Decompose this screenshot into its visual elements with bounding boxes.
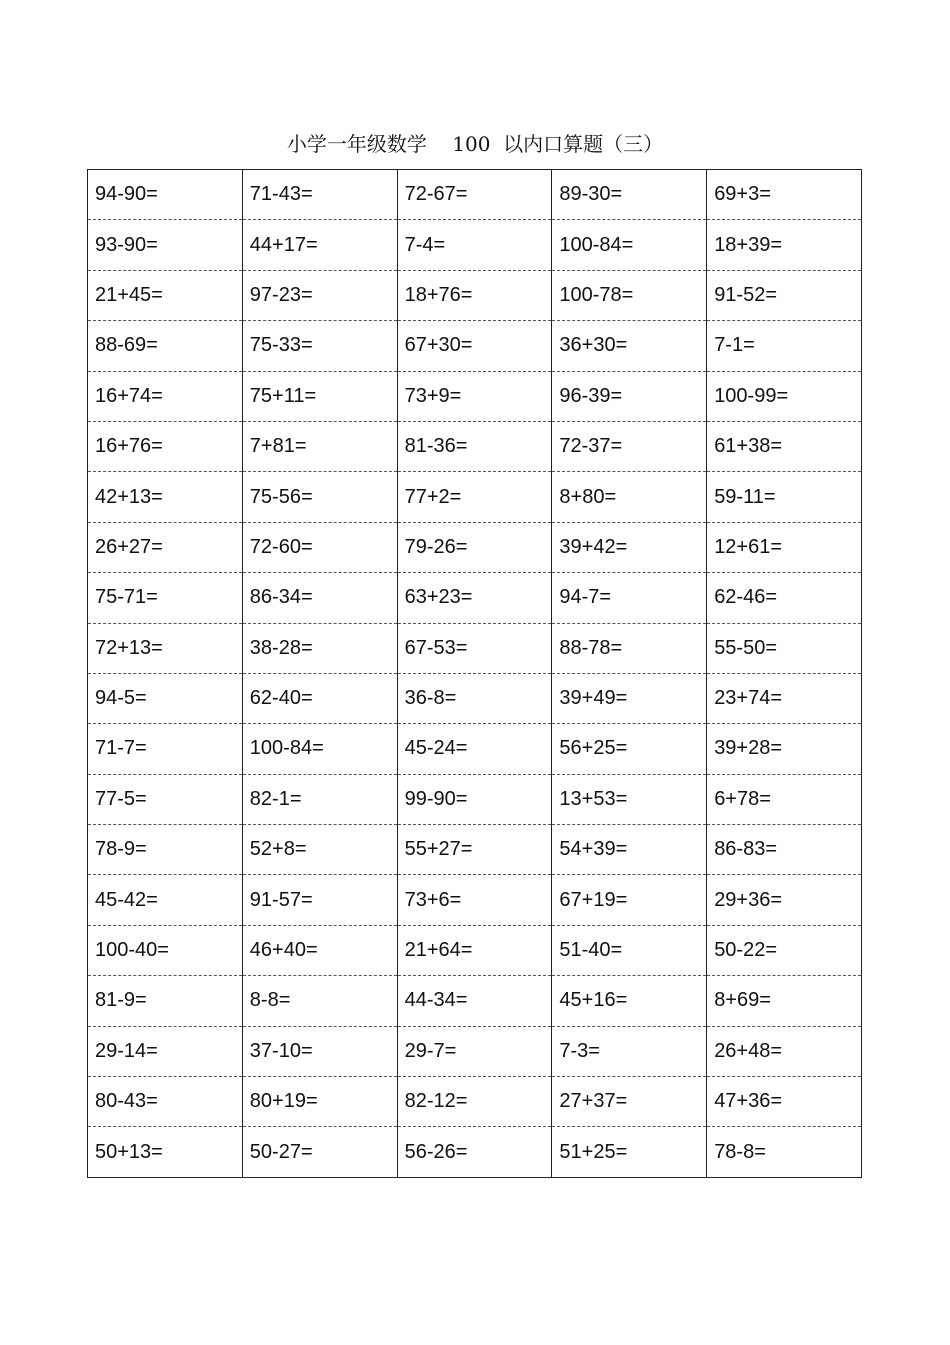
problem-cell: 16+76= (88, 421, 243, 471)
problem-cell: 50+13= (88, 1127, 243, 1177)
problem-cell: 77+2= (397, 472, 552, 522)
problem-cell: 93-90= (88, 220, 243, 270)
problem-cell: 97-23= (242, 270, 397, 320)
problem-cell: 45+16= (552, 976, 707, 1026)
problem-cell: 96-39= (552, 371, 707, 421)
problem-cell: 23+74= (707, 673, 862, 723)
problem-cell: 91-52= (707, 270, 862, 320)
problem-cell: 36-8= (397, 673, 552, 723)
problem-cell: 86-83= (707, 825, 862, 875)
problem-cell: 81-9= (88, 976, 243, 1026)
problem-cell: 94-5= (88, 673, 243, 723)
problem-cell: 100-84= (242, 724, 397, 774)
problem-cell: 91-57= (242, 875, 397, 925)
problem-cell: 73+9= (397, 371, 552, 421)
table-row (88, 472, 862, 522)
table-row (88, 371, 862, 421)
table-row (88, 170, 862, 220)
problem-cell: 94-7= (552, 573, 707, 623)
problem-cell: 8+80= (552, 472, 707, 522)
problem-cell: 67+30= (397, 321, 552, 371)
problem-cell: 39+49= (552, 673, 707, 723)
problem-cell: 55+27= (397, 825, 552, 875)
problem-cell: 44-34= (397, 976, 552, 1026)
table-row (88, 724, 862, 774)
problem-cell: 75-71= (88, 573, 243, 623)
problem-table-body (88, 170, 862, 1178)
problem-cell: 72-67= (397, 170, 552, 220)
problem-cell: 29+36= (707, 875, 862, 925)
table-row (88, 522, 862, 572)
problem-cell: 73+6= (397, 875, 552, 925)
problem-cell: 39+42= (552, 522, 707, 572)
problem-cell: 12+61= (707, 522, 862, 572)
problem-cell: 45-24= (397, 724, 552, 774)
table-row (88, 573, 862, 623)
problem-cell: 7+81= (242, 421, 397, 471)
problem-cell: 77-5= (88, 774, 243, 824)
problem-cell: 100-40= (88, 925, 243, 975)
problem-cell: 50-27= (242, 1127, 397, 1177)
table-row (88, 220, 862, 270)
problem-cell: 45-42= (88, 875, 243, 925)
problem-cell: 36+30= (552, 321, 707, 371)
table-row (88, 925, 862, 975)
problem-cell: 50-22= (707, 925, 862, 975)
problem-cell: 78-8= (707, 1127, 862, 1177)
problem-cell: 100-84= (552, 220, 707, 270)
table-row (88, 421, 862, 471)
table-row (88, 321, 862, 371)
problem-cell: 67+19= (552, 875, 707, 925)
problem-cell: 21+64= (397, 925, 552, 975)
problem-cell: 16+74= (88, 371, 243, 421)
problem-cell: 56-26= (397, 1127, 552, 1177)
problem-cell: 100-99= (707, 371, 862, 421)
table-row (88, 1077, 862, 1127)
problem-cell: 59-11= (707, 472, 862, 522)
problem-cell: 52+8= (242, 825, 397, 875)
problem-cell: 72-37= (552, 421, 707, 471)
problem-cell: 39+28= (707, 724, 862, 774)
problem-cell: 6+78= (707, 774, 862, 824)
problem-cell: 7-4= (397, 220, 552, 270)
problem-cell: 18+76= (397, 270, 552, 320)
problem-cell: 46+40= (242, 925, 397, 975)
problem-cell: 51+25= (552, 1127, 707, 1177)
problem-cell: 82-1= (242, 774, 397, 824)
problem-cell: 55-50= (707, 623, 862, 673)
table-row (88, 976, 862, 1026)
problem-cell: 82-12= (397, 1077, 552, 1127)
problem-cell: 26+48= (707, 1026, 862, 1076)
problem-cell: 29-7= (397, 1026, 552, 1076)
problem-cell: 80-43= (88, 1077, 243, 1127)
problem-cell: 44+17= (242, 220, 397, 270)
problem-cell: 75-33= (242, 321, 397, 371)
problem-cell: 72-60= (242, 522, 397, 572)
problem-cell: 62-46= (707, 573, 862, 623)
problem-cell: 79-26= (397, 522, 552, 572)
table-row (88, 774, 862, 824)
problem-cell: 69+3= (707, 170, 862, 220)
problem-cell: 21+45= (88, 270, 243, 320)
problem-cell: 8+69= (707, 976, 862, 1026)
problem-cell: 71-7= (88, 724, 243, 774)
problem-cell: 72+13= (88, 623, 243, 673)
problem-cell: 62-40= (242, 673, 397, 723)
problem-cell: 78-9= (88, 825, 243, 875)
problem-cell: 7-3= (552, 1026, 707, 1076)
problem-cell: 61+38= (707, 421, 862, 471)
problem-cell: 99-90= (397, 774, 552, 824)
problem-cell: 54+39= (552, 825, 707, 875)
problem-cell: 94-90= (88, 170, 243, 220)
problem-cell: 86-34= (242, 573, 397, 623)
problem-cell: 47+36= (707, 1077, 862, 1127)
page-title: 小学一年级数学 100 以内口算题（三） (286, 132, 664, 156)
table-row (88, 1026, 862, 1076)
problem-cell: 37-10= (242, 1026, 397, 1076)
table-row (88, 673, 862, 723)
problem-cell: 42+13= (88, 472, 243, 522)
problem-cell: 75+11= (242, 371, 397, 421)
table-row (88, 875, 862, 925)
problem-cell: 63+23= (397, 573, 552, 623)
table-row (88, 270, 862, 320)
problem-cell: 38-28= (242, 623, 397, 673)
problem-cell: 71-43= (242, 170, 397, 220)
problem-cell: 26+27= (88, 522, 243, 572)
table-row (88, 623, 862, 673)
problem-cell: 7-1= (707, 321, 862, 371)
problem-cell: 67-53= (397, 623, 552, 673)
problem-cell: 88-69= (88, 321, 243, 371)
problem-cell: 89-30= (552, 170, 707, 220)
problem-cell: 18+39= (707, 220, 862, 270)
table-row (88, 1127, 862, 1177)
problem-cell: 13+53= (552, 774, 707, 824)
problem-cell: 27+37= (552, 1077, 707, 1127)
problem-cell: 80+19= (242, 1077, 397, 1127)
problem-cell: 29-14= (88, 1026, 243, 1076)
table-row (88, 825, 862, 875)
arithmetic-problem-table (87, 169, 862, 1178)
problem-cell: 51-40= (552, 925, 707, 975)
problem-cell: 88-78= (552, 623, 707, 673)
problem-cell: 8-8= (242, 976, 397, 1026)
problem-cell: 56+25= (552, 724, 707, 774)
problem-cell: 75-56= (242, 472, 397, 522)
problem-cell: 81-36= (397, 421, 552, 471)
problem-cell: 100-78= (552, 270, 707, 320)
